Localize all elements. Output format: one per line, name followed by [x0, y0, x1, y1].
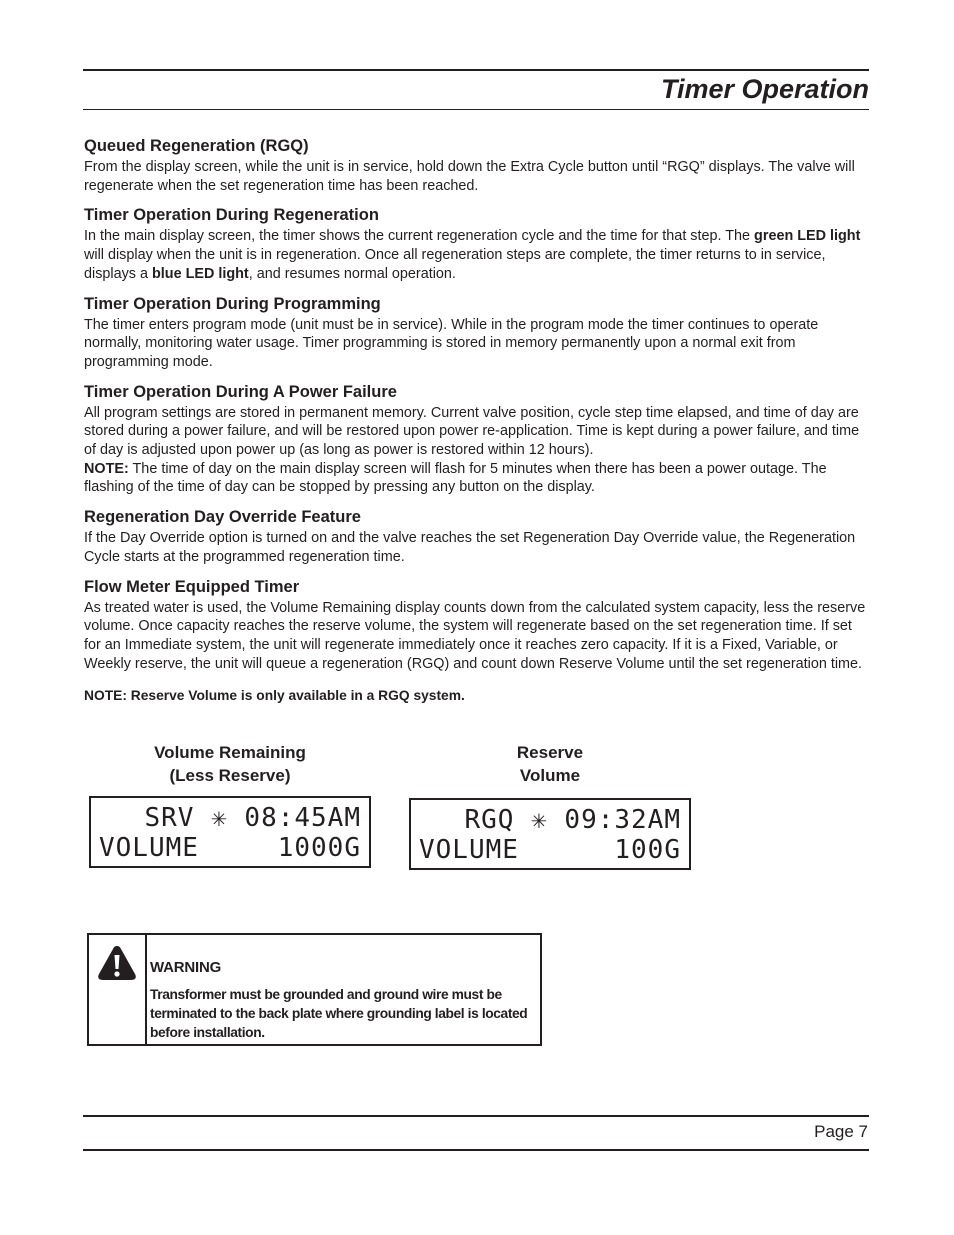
- power-failure-note: [84, 460, 870, 497]
- warning-icon-cell: [89, 935, 147, 1044]
- lcd-line-2: [419, 836, 681, 864]
- note-text: The time of day on the main display screen will flash for 5 minutes when there has been a power outage. The flashing of the time of day can be stopped by pressing any button on the display.: [84, 460, 827, 496]
- display-label-volume-remaining: [90, 741, 370, 787]
- section-heading: Flow Meter Equipped Timer: [84, 577, 300, 596]
- body-text: In the main display screen, the timer shows the current regeneration cycle and the time for that step. The: [84, 228, 755, 245]
- page-number: Page 7: [814, 1122, 868, 1141]
- blue-led-text: blue LED light: [152, 265, 249, 282]
- green-led-text: green LED light: [754, 228, 861, 245]
- section-during-programming: [84, 295, 870, 372]
- header-rule-bottom: [83, 109, 869, 110]
- footer-rule-bottom: [83, 1149, 869, 1151]
- display-label-reserve-volume: [410, 741, 690, 787]
- label-line: (Less Reserve): [169, 766, 291, 785]
- section-heading: Timer Operation During Programming: [84, 294, 381, 313]
- page-title: Timer Operation: [660, 74, 869, 104]
- section-during-regeneration: [84, 206, 870, 283]
- lcd-line-2: [99, 834, 361, 862]
- document-body: [84, 137, 870, 705]
- warning-triangle-icon: [97, 945, 137, 981]
- note-label: NOTE:: [84, 460, 129, 477]
- section-body: As treated water is used, the Volume Remaining display counts down from the calculated system capacity, less the reserve volume. Once capacity reaches the reserve volume, the system will regenerate based on the set regeneration time. If set for an Immediate system, the unit will regenerate immediately once it reaches zero capacity. If it is a Fixed, Variable, or Weekly reserve, the unit will queue a regeneration (RGQ) and count down Reserve Volume until the set regeneration time.: [84, 599, 866, 672]
- footer-rule-top: [83, 1115, 869, 1117]
- label-line: Volume Remaining: [154, 743, 306, 762]
- section-heading: Queued Regeneration (RGQ): [84, 137, 309, 155]
- lcd-volume-value: 1000G: [277, 833, 361, 863]
- section-body: From the display screen, while the unit is in service, hold down the Extra Cycle button until “RGQ” displays. The valve will regenerate when the set regeneration time has been reached.: [84, 159, 855, 194]
- section-body: If the Day Override option is turned on and the valve reaches the set Regeneration Day Override value, the Regeneration Cycle starts at the programmed regeneration time.: [84, 530, 856, 565]
- section-body: All program settings are stored in permanent memory. Current valve position, cycle step time elapsed, and time of day are stored during a power failure, and will be restored upon power re-application. Time is kept during a power failure, and time of day is adjusted upon power up (as long as power is restored within 12 hours).: [84, 404, 860, 459]
- lcd-display-service: [89, 796, 371, 868]
- section-queued-regeneration: [84, 137, 870, 195]
- section-heading: Timer Operation During Regeneration: [84, 206, 379, 225]
- lcd-volume-value: 100G: [614, 835, 681, 865]
- section-power-failure: [84, 383, 870, 498]
- lcd-volume-label: VOLUME: [419, 835, 519, 865]
- section-heading: Timer Operation During A Power Failure: [84, 382, 397, 401]
- lcd-volume-label: VOLUME: [99, 833, 199, 863]
- section-day-override: [84, 508, 870, 566]
- section-body: [84, 227, 870, 283]
- section-heading: Regeneration Day Override Feature: [84, 508, 361, 527]
- warning-text: Transformer must be grounded and ground wire must be terminated to the back plate where grounding label is located before installation.: [150, 987, 528, 1040]
- reserve-volume-note: NOTE: Reserve Volume is only available in a RGQ system.: [84, 688, 465, 704]
- header-rule-top: [83, 69, 869, 71]
- lcd-display-reserve: [409, 798, 691, 870]
- section-body: The timer enters program mode (unit must be in service). While in the program mode the timer continues to operate normally, monitoring water usage. Timer programming is stored in memory permanently upon a normal exit from programming mode.: [84, 316, 819, 370]
- warning-title: WARNING: [150, 959, 222, 976]
- body-text: , and resumes normal operation.: [248, 265, 456, 282]
- body-text: will display when the unit is in regeneration. Once all regeneration steps are complete, the timer returns to in service, displays a: [84, 247, 826, 282]
- warning-box: [87, 933, 542, 1046]
- section-flow-meter: [84, 578, 870, 674]
- label-line: Reserve: [516, 743, 584, 762]
- label-line: Volume: [519, 766, 581, 785]
- lcd-line-1: SRV ✳ 08:45AM: [144, 803, 361, 833]
- lcd-line-1: RGQ ✳ 09:32AM: [464, 805, 681, 835]
